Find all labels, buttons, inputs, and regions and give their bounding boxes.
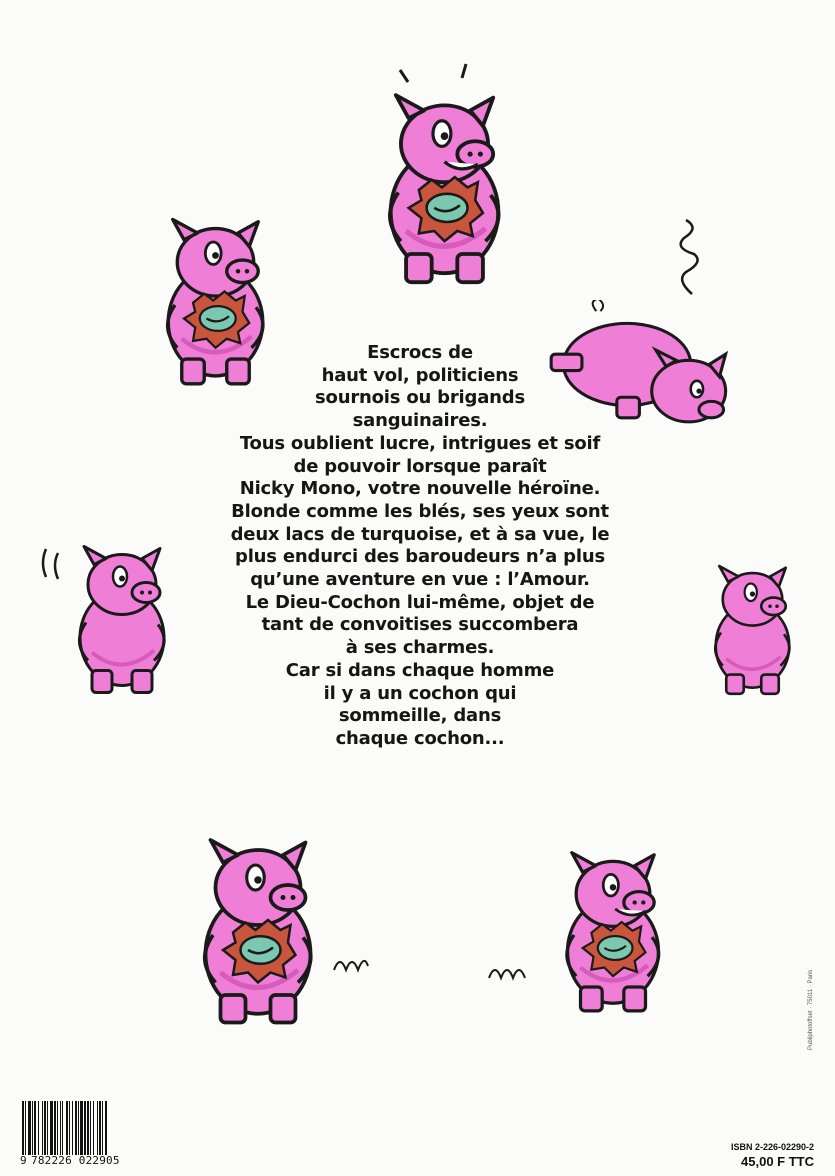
blurb-line: Nicky Mono, votre nouvelle héroïne. [239, 478, 601, 500]
blurb-line: chaque cochon... [335, 727, 505, 749]
blurb-line: il y a un cochon qui [323, 682, 517, 704]
squiggle-lower-right-icon [485, 960, 535, 988]
blurb-line: haut vol, politiciens [321, 364, 519, 386]
blurb-text [205, 342, 635, 751]
blurb-line: Escrocs de [367, 342, 473, 363]
barcode-lead-digit: 9 [20, 1154, 27, 1167]
pig-middle-right-icon [700, 540, 805, 725]
squiggle-mark-icon [676, 218, 704, 298]
blurb-line: deux lacs de turquoise, et à sa vue, le [230, 523, 610, 545]
blurb-line: sanguinaires. [352, 410, 488, 432]
printer-credit: Publiphotoffset · 75011 · Paris [808, 969, 814, 1050]
squiggle-lower-left-icon [330, 950, 370, 980]
blurb-line: Tous oublient lucre, intrigues et soif [239, 432, 601, 454]
blurb-line: Le Dieu-Cochon lui-même, objet de [245, 591, 595, 613]
pig-lower-left-icon [178, 835, 338, 1035]
price-label: 45,00 F TTC [741, 1154, 814, 1169]
blurb-line: tant de convoitises succombera [261, 614, 579, 636]
blurb-line: qu’une aventure en vue : l’Amour. [250, 569, 590, 591]
blurb-line: à ses charmes. [345, 637, 495, 659]
barcode-bars-icon [22, 1101, 140, 1155]
blurb-line: plus endurci des baroudeurs n’a plus [235, 546, 605, 568]
blurb-line: sournois ou brigands [315, 387, 525, 409]
isbn-label: ISBN 2-226-02290-2 [730, 1142, 814, 1152]
pig-middle-left-icon [62, 535, 182, 710]
barcode [22, 1101, 140, 1165]
blurb-line: Blonde comme les blés, ses yeux sont [231, 500, 609, 522]
pig-lower-right-icon [548, 840, 678, 1030]
pig-motion-marks-icon [390, 60, 480, 90]
motion-marks-left-icon [38, 545, 64, 585]
barcode-digits: 782226 022905 [31, 1154, 120, 1167]
pig-jumping-top-icon [362, 90, 527, 295]
blurb-line: sommeille, dans [338, 705, 502, 727]
blurb-line: de pouvoir lorsque paraît [293, 455, 547, 477]
blurb-line: Car si dans chaque homme [285, 659, 555, 681]
